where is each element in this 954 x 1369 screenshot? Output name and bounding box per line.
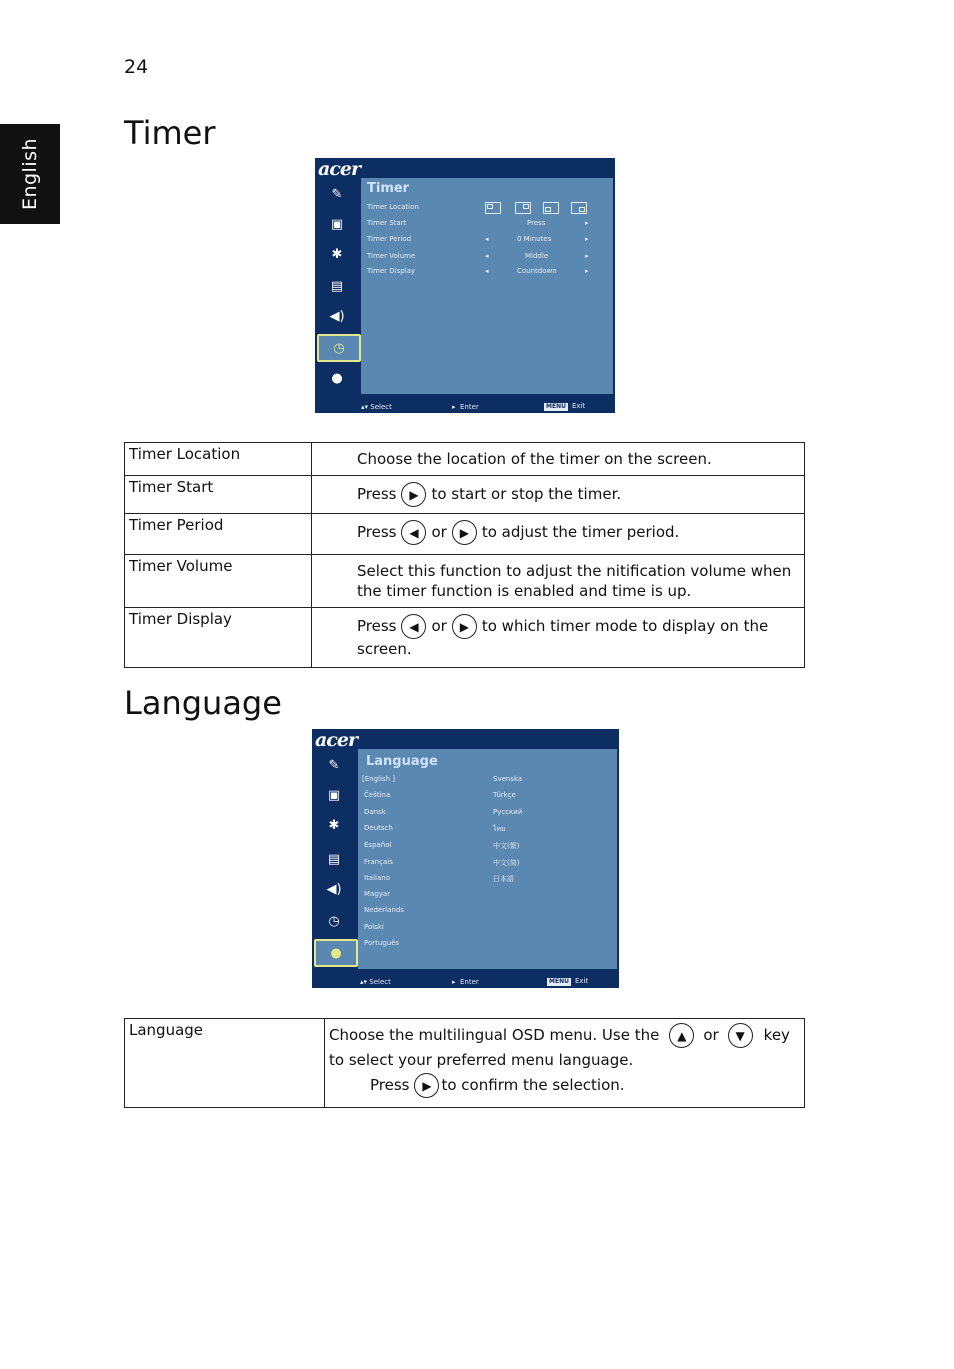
osd-footer-exit (547, 977, 588, 986)
left-arrow-icon: ◂ (485, 267, 489, 275)
language-side-tab (0, 124, 60, 224)
table-description (312, 608, 805, 668)
language-option: Čeština (364, 791, 391, 799)
right-arrow-icon: ▸ (585, 267, 589, 275)
osd-row-label: Timer Period (367, 235, 412, 243)
management-icon: ▤ (330, 278, 344, 294)
osd-row-value: Middle (525, 252, 549, 260)
right-button-icon: ▶ (414, 1073, 439, 1098)
right-arrow-icon: ▸ (585, 252, 589, 260)
image-icon: ▣ (327, 787, 341, 803)
description-text: key (763, 1026, 790, 1044)
osd-row-label: Timer Display (367, 267, 416, 275)
language-option: Dansk (364, 808, 386, 816)
side-tab-label: English (19, 137, 42, 211)
table-row (125, 476, 805, 514)
language-osd-screenshot (312, 729, 619, 988)
timer-icon: ◷ (328, 913, 340, 929)
acer-logo: acer (318, 158, 360, 180)
timer-description-table (124, 442, 805, 668)
osd-row-label: Timer Location (367, 203, 419, 211)
timer-osd-screenshot (315, 158, 615, 413)
timer-icon: ◷ (317, 334, 361, 362)
right-button-icon: ▶ (452, 520, 477, 545)
bottom-right-location-icon (571, 202, 587, 214)
language-option: ไทย (493, 825, 506, 833)
osd-footer-enter: ▸ Enter (452, 978, 479, 986)
osd-footer-enter: ▸ Enter (452, 403, 479, 411)
or-text: or (703, 1026, 719, 1044)
settings-icon: ✱ (328, 817, 340, 833)
language-option: Русский (493, 808, 523, 816)
table-description: Select this function to adjust the nitification volume when the timer function is enabled and time is up. (312, 555, 805, 608)
language-option: 中文(简) (493, 859, 520, 867)
table-description (312, 476, 805, 514)
table-row (125, 443, 805, 476)
right-arrow-icon: ▸ (585, 219, 589, 227)
description-text: to which timer mode to display on the (481, 617, 769, 635)
footer-select-label: Select (370, 403, 392, 411)
osd-footer-exit (544, 402, 585, 411)
footer-exit-label: Exit (574, 977, 589, 985)
press-text: Press (357, 617, 397, 635)
table-description: Choose the location of the timer on the screen. (312, 443, 805, 476)
language-option: Polski (364, 923, 384, 931)
osd-row-label: Timer Start (367, 219, 407, 227)
up-button-icon: ▲ (669, 1023, 694, 1048)
footer-exit-label: Exit (571, 402, 586, 410)
language-icon: ● (331, 370, 343, 386)
language-option: Magyar (364, 890, 391, 898)
footer-enter-label: Enter (459, 403, 479, 411)
page-number: 24 (124, 56, 149, 78)
press-text: Press (357, 485, 397, 503)
osd-panel (358, 749, 617, 969)
table-description (325, 1019, 805, 1108)
language-option: Türkçe (493, 791, 516, 799)
footer-enter-label: Enter (459, 978, 479, 986)
table-row (125, 1019, 805, 1108)
language-option: Italiano (364, 874, 390, 882)
language-option: Nederlands (364, 906, 404, 914)
language-icon: ● (314, 939, 358, 967)
language-option: Français (364, 858, 393, 866)
table-label: Timer Display (125, 608, 312, 668)
table-label: Language (125, 1019, 325, 1108)
right-button-icon: ▶ (401, 482, 426, 507)
bottom-left-location-icon (543, 202, 559, 214)
description-text: screen. (357, 640, 412, 658)
footer-select-label: Select (369, 978, 391, 986)
language-option: Português (364, 939, 400, 947)
color-icon: ✎ (328, 757, 340, 773)
osd-title: Timer (367, 181, 410, 196)
table-label: Timer Period (125, 514, 312, 555)
osd-title: Language (366, 754, 438, 769)
press-text: Press (370, 1076, 410, 1094)
language-heading: Language (124, 684, 282, 722)
osd-footer-select: ▴▾ Select (361, 403, 392, 411)
left-arrow-icon: ◂ (485, 235, 489, 243)
language-description-table (124, 1018, 805, 1108)
language-option: Deutsch (364, 824, 393, 832)
management-icon: ▤ (327, 851, 341, 867)
language-option: 日本語 (493, 875, 514, 883)
timer-heading: Timer (124, 114, 216, 152)
table-row (125, 608, 805, 668)
top-right-location-icon (515, 202, 531, 214)
description-text: Choose the multilingual OSD menu. Use the (329, 1026, 660, 1044)
table-row (125, 514, 805, 555)
left-button-icon: ◀ (401, 520, 426, 545)
language-option: Español (364, 841, 392, 849)
osd-row-value: Press (527, 219, 546, 227)
osd-footer-select: ▴▾ Select (360, 978, 391, 986)
top-left-location-icon (485, 202, 501, 214)
image-icon: ▣ (330, 216, 344, 232)
table-label: Timer Location (125, 443, 312, 476)
right-arrow-icon: ▸ (585, 235, 589, 243)
osd-row-label: Timer Volume (367, 252, 416, 260)
menu-badge: MENU (549, 978, 569, 985)
description-text: to start or stop the timer. (431, 485, 622, 503)
press-text: Press (357, 523, 397, 541)
table-row (125, 555, 805, 608)
language-option: 中文(繁) (493, 842, 520, 850)
table-description (312, 514, 805, 555)
description-text: to confirm the selection. (441, 1076, 625, 1094)
acer-logo: acer (315, 729, 357, 751)
or-text: or (431, 617, 447, 635)
language-option: Svenska (493, 775, 523, 783)
left-arrow-icon: ◂ (485, 252, 489, 260)
osd-row-value: Countdown (517, 267, 557, 275)
table-label: Timer Volume (125, 555, 312, 608)
description-text: to adjust the timer period. (481, 523, 680, 541)
osd-row-value: 0 Minutes (517, 235, 552, 243)
audio-icon: ◀) (329, 308, 345, 324)
down-button-icon: ▼ (728, 1023, 753, 1048)
settings-icon: ✱ (331, 246, 343, 262)
left-button-icon: ◀ (401, 614, 426, 639)
color-icon: ✎ (331, 186, 343, 202)
right-button-icon: ▶ (452, 614, 477, 639)
table-label: Timer Start (125, 476, 312, 514)
description-text: to select your preferred menu language. (329, 1051, 634, 1069)
audio-icon: ◀) (326, 881, 342, 897)
menu-badge: MENU (546, 403, 566, 410)
language-option: [English ] (362, 775, 395, 783)
or-text: or (431, 523, 447, 541)
